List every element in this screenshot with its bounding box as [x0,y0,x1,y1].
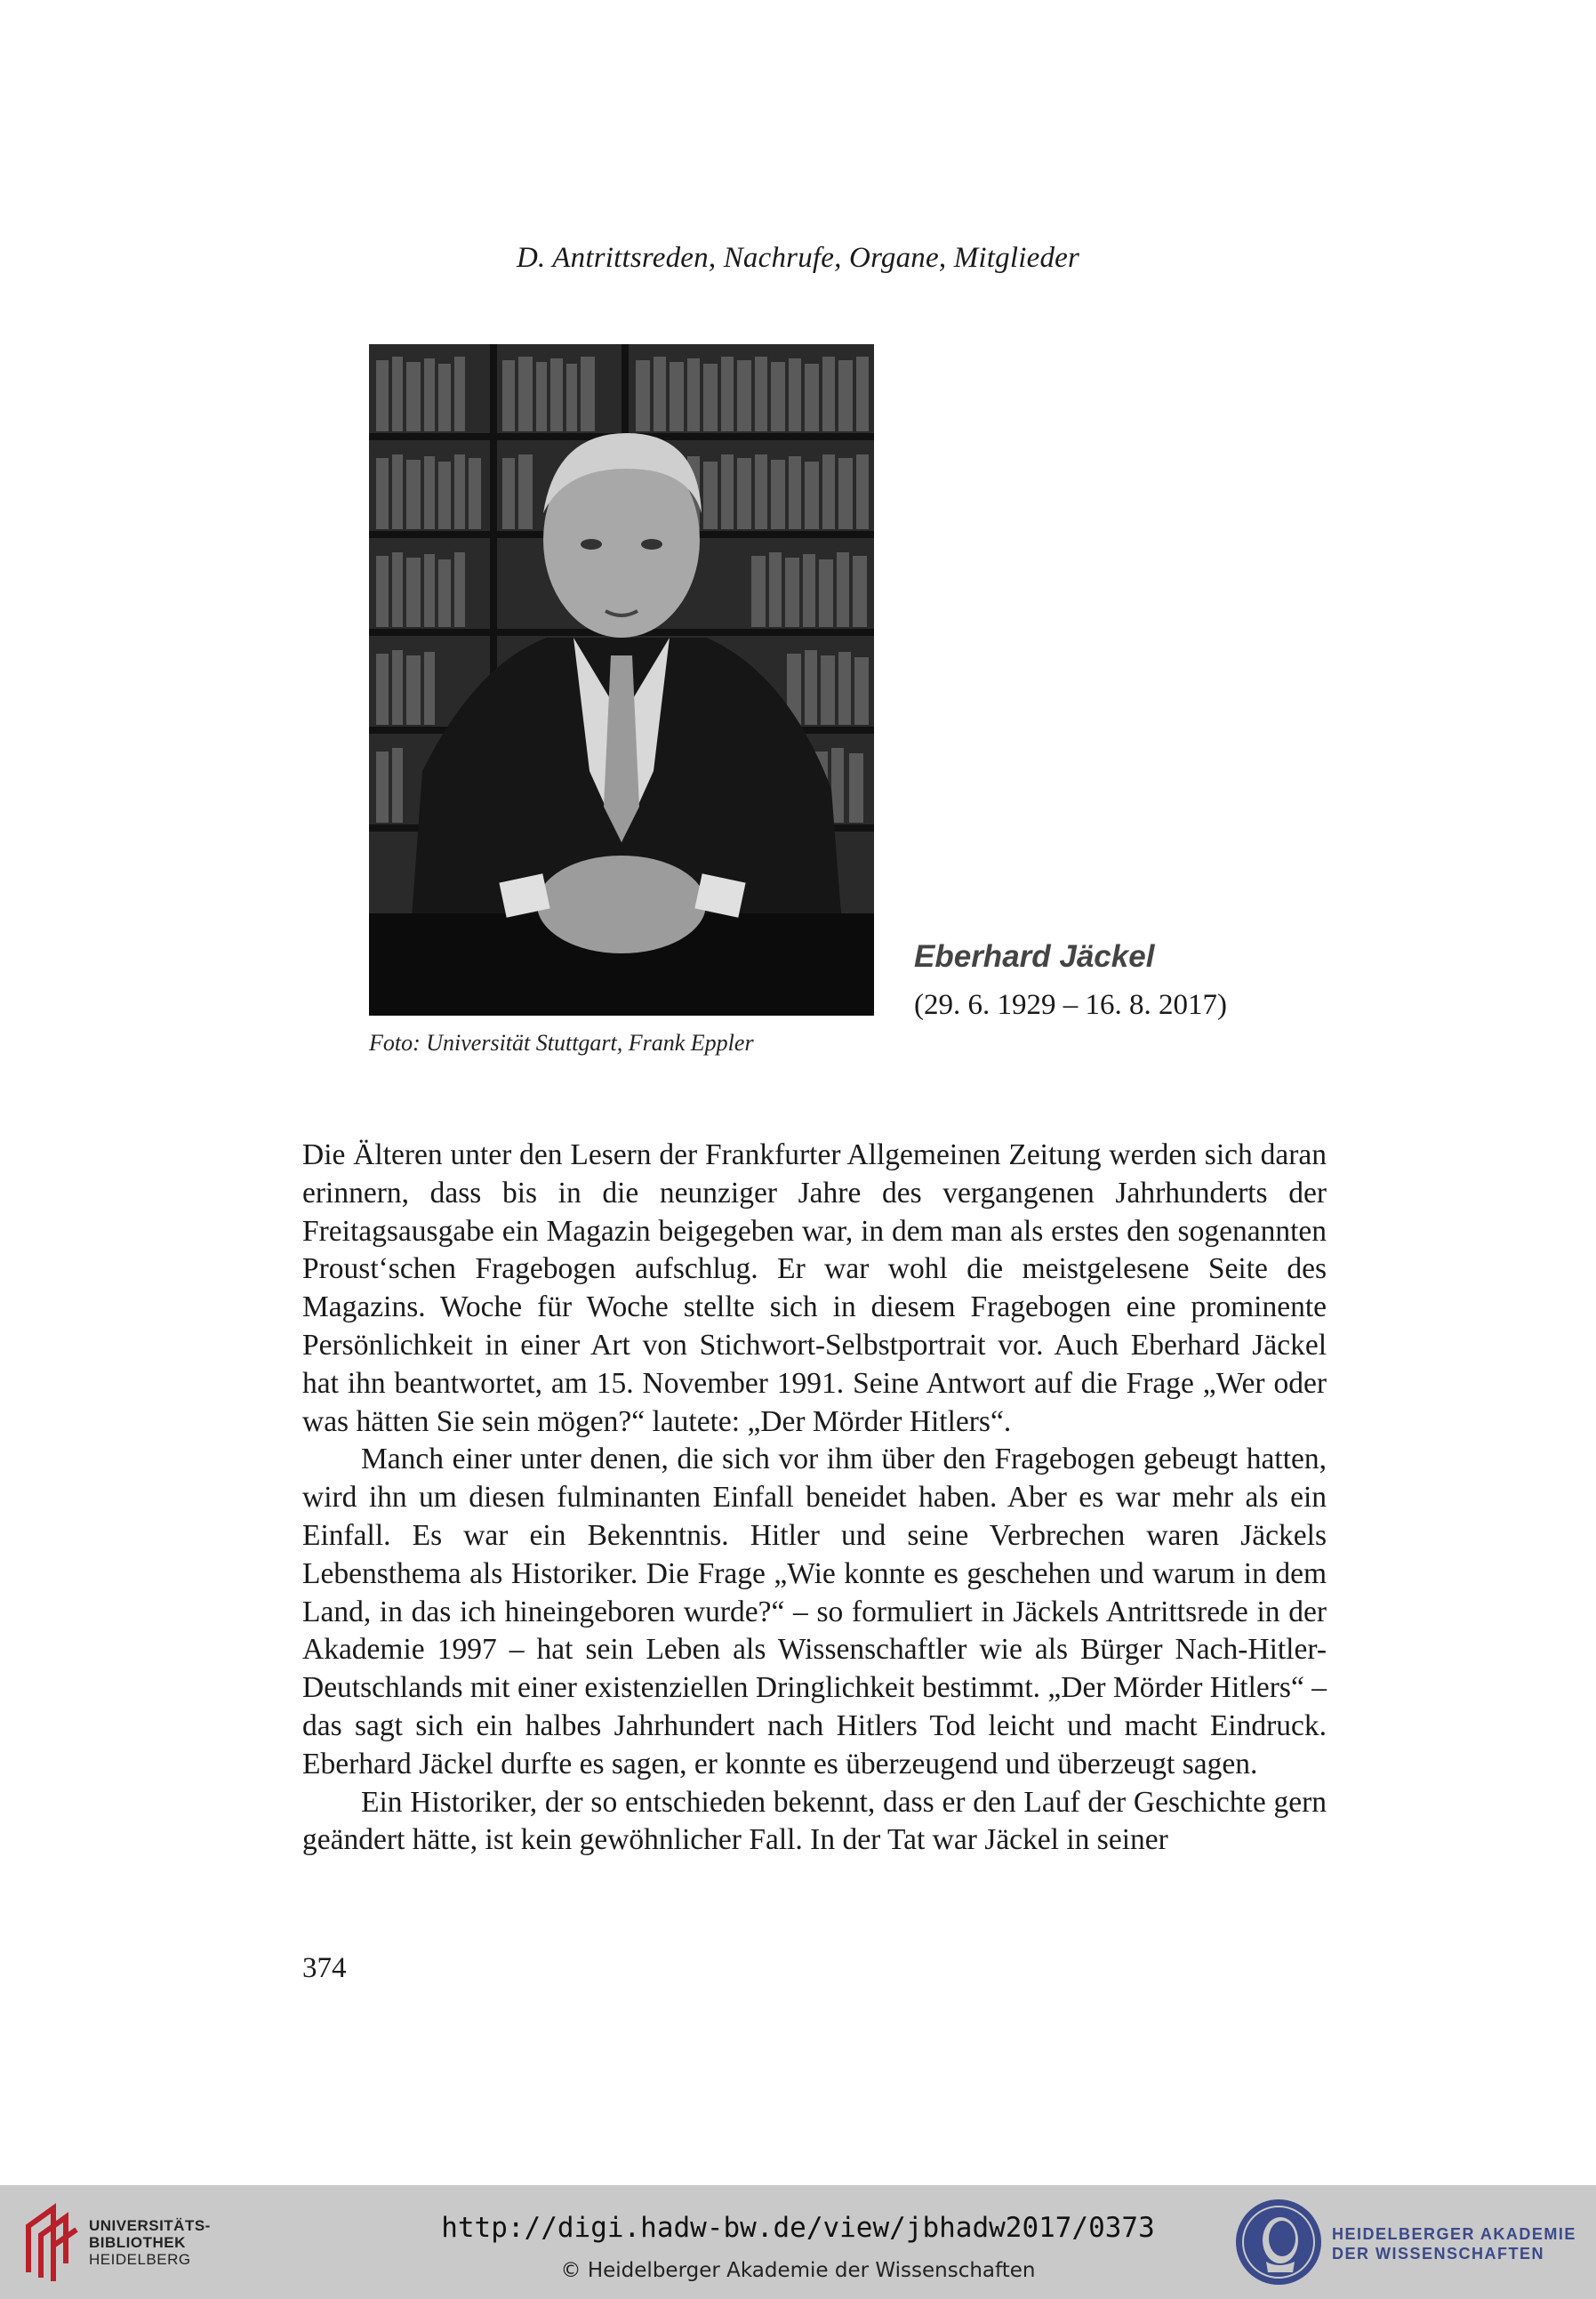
source-url-link[interactable]: http://digi.hadw-bw.de/view/jbhadw2017/0373 [441,2212,1155,2244]
portrait-photo [369,344,874,1016]
paragraph: Ein Historiker, der so entschieden bekennt, dass er den Lauf der Geschichte gern geändert hätte, ist kein gewöhnlicher Fall. In der Tat war Jäckel in seiner [302,1785,1327,1857]
library-name: UNIVERSITÄTS- BIBLIOTHEK HEIDELBERG [89,2217,211,2268]
paragraph: Manch einer unter denen, die sich vor ihm über den Fragebogen gebeugt hatten, wird ihn um diesen fulminanten Einfall beneidet haben. Aber es war mehr als ein Einfall. Es war ein Bekenntnis. Hitler und seine Verbrechen waren Jäckels Lebensthema als Historiker. Die Frage „Wie konnte es geschehen und warum in dem Land, in das ich hineingeboren wurde?“ – so formuliert in Jäckels Antrittsrede in der Akademie 1997 – hat sein Leben als Wissenschaftler wie als Bürger Nach-Hitler-Deutschlands mit einer existenziellen Dringlichkeit bestimmt. „Der Mörder Hitlers“ – das sagt sich ein halbes Jahrhundert nach Hitlers Tod leicht und macht Eindruck. Eberhard Jäckel durfte es sagen, er konnte es überzeugend und überzeugt sagen. [302,1443,1327,1781]
footer-bar [0,2185,1596,2299]
copyright-notice: © Heidelberger Akademie der Wissenschaften [560,2259,1036,2282]
paragraph: Die Älteren unter den Lesern der Frankfurter Allgemeinen Zeitung werden sich daran erinnern, dass bis in die neunziger Jahre des vergangenen Jahrhunderts der Freitagsausgabe ein Magazin beigegeben war, in dem man als erstes den sogenannten Proust‘schen Fragebogen aufschlug. Er war wohl die meistgelesene Seite des Magazins. Woche für Woche stellte sich in diesem Fragebogen eine prominente Persönlichkeit in einer Art von Stichwort-Selbstportrait vor. Auch Eberhard Jäckel hat ihn beantwortet, am 15. November 1991. Seine Antwort auf die Frage „Wer oder was hätten Sie sein mögen?“ lautete: „Der Mörder Hitlers“. [302,1138,1327,1438]
person-name: Eberhard Jäckel [914,939,1155,974]
body-text [302,1137,1327,1860]
page-number: 374 [302,1952,347,1984]
academy-seal-icon [1232,2196,1325,2288]
academy-name: HEIDELBERGER AKADEMIE DER WISSENSCHAFTEN [1332,2225,1576,2263]
running-head: D. Antrittsreden, Nachrufe, Organe, Mitglieder [516,242,1080,274]
person-dates: (29. 6. 1929 – 16. 8. 2017) [914,989,1227,1021]
photo-credit: Foto: Universität Stuttgart, Frank Eppler [369,1030,754,1056]
